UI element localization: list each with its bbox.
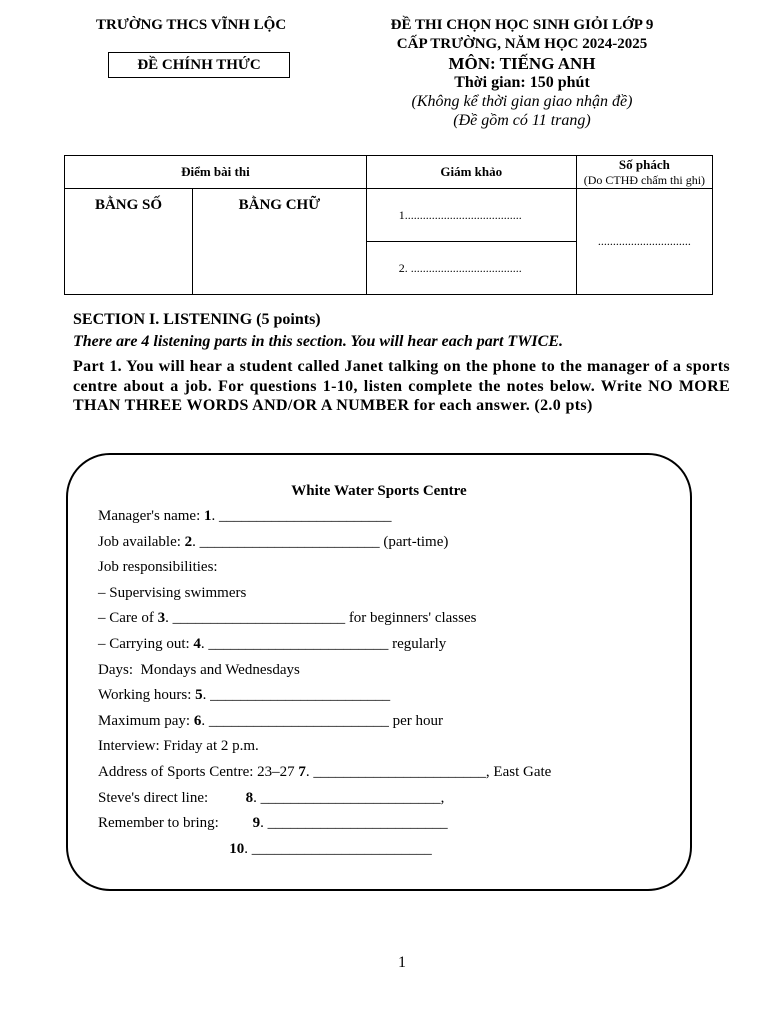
note-text: Job responsibilities:	[98, 559, 218, 576]
note-line	[98, 508, 392, 525]
answer-blank[interactable]: . _______________________ for beginners' classes	[165, 610, 477, 627]
note-line	[98, 687, 390, 704]
exam-time: Thời gian: 150 phút	[454, 74, 590, 91]
answer-blank[interactable]: . _______________________	[211, 508, 392, 524]
examiner-1: 1.......................................	[366, 189, 576, 242]
official-label: ĐỀ CHÍNH THỨC	[108, 52, 290, 78]
note-line	[98, 790, 444, 807]
note-text: Manager's name:	[98, 508, 204, 524]
note-line	[98, 534, 448, 551]
score-header: Điểm bài thi	[65, 156, 367, 189]
note-line	[98, 559, 218, 576]
question-number: 7	[298, 764, 306, 780]
code-field: ...............................	[576, 189, 712, 295]
answer-blank[interactable]: . ________________________	[244, 840, 432, 857]
page-number: 1	[398, 954, 406, 971]
answer-blank[interactable]: . ________________________ regularly	[200, 636, 447, 652]
notes-title: White Water Sports Centre	[291, 483, 467, 499]
note-text: – Carrying out:	[98, 636, 194, 652]
note-text: Job available:	[98, 533, 185, 550]
answer-blank[interactable]: . ________________________,	[253, 789, 445, 806]
question-number: 8	[245, 789, 254, 806]
school-name: TRƯỜNG THCS VĨNH LỘC	[96, 17, 287, 33]
score-by-number: BẰNG SỐ	[65, 189, 193, 295]
code-header	[576, 156, 712, 189]
note-line	[98, 585, 246, 602]
answer-blank[interactable]: . ________________________	[260, 815, 448, 832]
question-number: 6	[193, 712, 202, 729]
question-number: 10	[229, 840, 245, 857]
note-line	[98, 610, 476, 627]
exam-time-note: (Không kể thời gian giao nhận đề)	[411, 93, 633, 110]
question-number: 5	[195, 687, 203, 704]
note-text: Steve's direct line:	[98, 789, 246, 806]
question-number: 9	[252, 815, 261, 832]
code-header-label: Số phách	[618, 156, 670, 172]
answer-blank[interactable]: . _______________________, East Gate	[305, 764, 552, 780]
note-text: Interview: Friday at 2 p.m.	[98, 738, 259, 755]
note-text: Address of Sports Centre: 23–27	[98, 764, 299, 780]
note-line	[98, 738, 259, 755]
note-line	[98, 764, 551, 781]
note-text: Working hours:	[98, 687, 196, 704]
note-text: Remember to bring:	[98, 815, 253, 832]
exam-title-line2: CẤP TRƯỜNG, NĂM HỌC 2024-2025	[396, 36, 648, 52]
note-text: Days: Mondays and Wednesdays	[98, 661, 300, 678]
question-number: 2	[184, 533, 193, 550]
answer-blank[interactable]: . ________________________	[202, 687, 391, 704]
score-by-words: BẰNG CHỮ	[193, 189, 367, 295]
question-number: 4	[193, 636, 201, 652]
exam-header	[360, 16, 684, 130]
exam-subject: MÔN: TIẾNG ANH	[448, 54, 596, 73]
section-note: There are 4 listening parts in this section. You will hear each part TWICE.	[73, 333, 563, 350]
note-line	[98, 815, 448, 832]
answer-blank[interactable]: . ________________________ per hour	[201, 712, 443, 729]
note-line	[98, 841, 432, 858]
note-text: Maximum pay:	[98, 712, 194, 729]
part1-instructions: Part 1. You will hear a student called Janet talking on the phone to the manager of a sports centre about a job. For questions 1-10, listen complete the notes below. Write NO MORE THAN THREE WORDS AND/OR A NUMBER for each answer. (2.0 pts)	[73, 358, 730, 414]
note-text: – Supervising swimmers	[98, 584, 247, 601]
note-text	[98, 841, 229, 857]
code-header-note: (Do CTHĐ chấm thi ghi)	[583, 172, 706, 187]
exam-pages-note: (Đề gồm có 11 trang)	[453, 112, 591, 129]
examiner-2: 2. .....................................	[366, 242, 576, 295]
note-line	[98, 662, 300, 679]
question-number: 3	[157, 610, 166, 627]
score-table	[64, 155, 713, 295]
note-line	[98, 713, 443, 730]
note-line	[98, 636, 446, 653]
answer-blank[interactable]: . ________________________ (part-time)	[192, 533, 449, 550]
examiner-header: Giám khảo	[366, 156, 576, 189]
question-number: 1	[204, 508, 212, 524]
note-text: – Care of	[98, 610, 158, 627]
exam-title-line1: ĐỀ THI CHỌN HỌC SINH GIỎI LỚP 9	[390, 17, 654, 33]
section-title: SECTION I. LISTENING (5 points)	[73, 311, 321, 328]
